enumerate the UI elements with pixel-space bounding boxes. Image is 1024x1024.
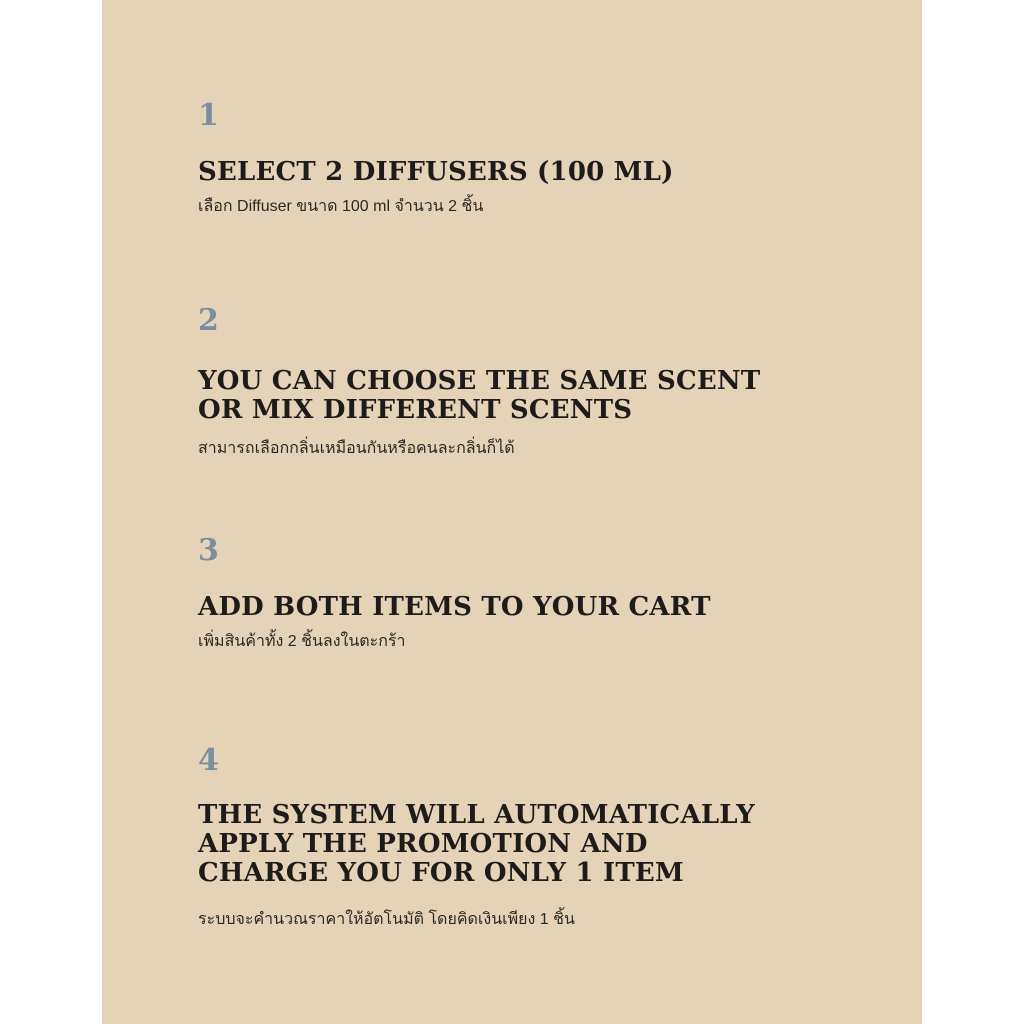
step-2 (198, 305, 898, 459)
promotion-instructions-panel (102, 0, 922, 1024)
step-3 (198, 535, 898, 652)
step-description: สามารถเลือกกลิ่นเหมือนกันหรือคนละกลิ่นก็ได้ (198, 440, 515, 457)
step-title: SELECT 2 DIFFUSERS (100 ML) (198, 157, 674, 187)
step-description: ระบบจะคำนวณราคาให้อัตโนมัติ โดยคิดเงินเพียง 1 ชิ้น (198, 911, 575, 928)
step-title: ADD BOTH ITEMS TO YOUR CART (198, 592, 711, 622)
step-4 (198, 745, 898, 930)
step-description: เพิ่มสินค้าทั้ง 2 ชิ้นลงในตะกร้า (198, 633, 406, 650)
step-description: เลือก Diffuser ขนาด 100 ml จำนวน 2 ชิ้น (198, 198, 484, 215)
step-title: THE SYSTEM WILL AUTOMATICALLY APPLY THE PROMOTION AND CHARGE YOU FOR ONLY 1 ITEM (198, 800, 755, 888)
step-number: 1 (198, 98, 219, 133)
step-number: 2 (198, 303, 219, 338)
step-1 (198, 100, 898, 217)
step-number: 4 (198, 743, 219, 778)
step-number: 3 (198, 533, 219, 568)
step-title: YOU CAN CHOOSE THE SAME SCENT OR MIX DIFFERENT SCENTS (198, 366, 761, 425)
